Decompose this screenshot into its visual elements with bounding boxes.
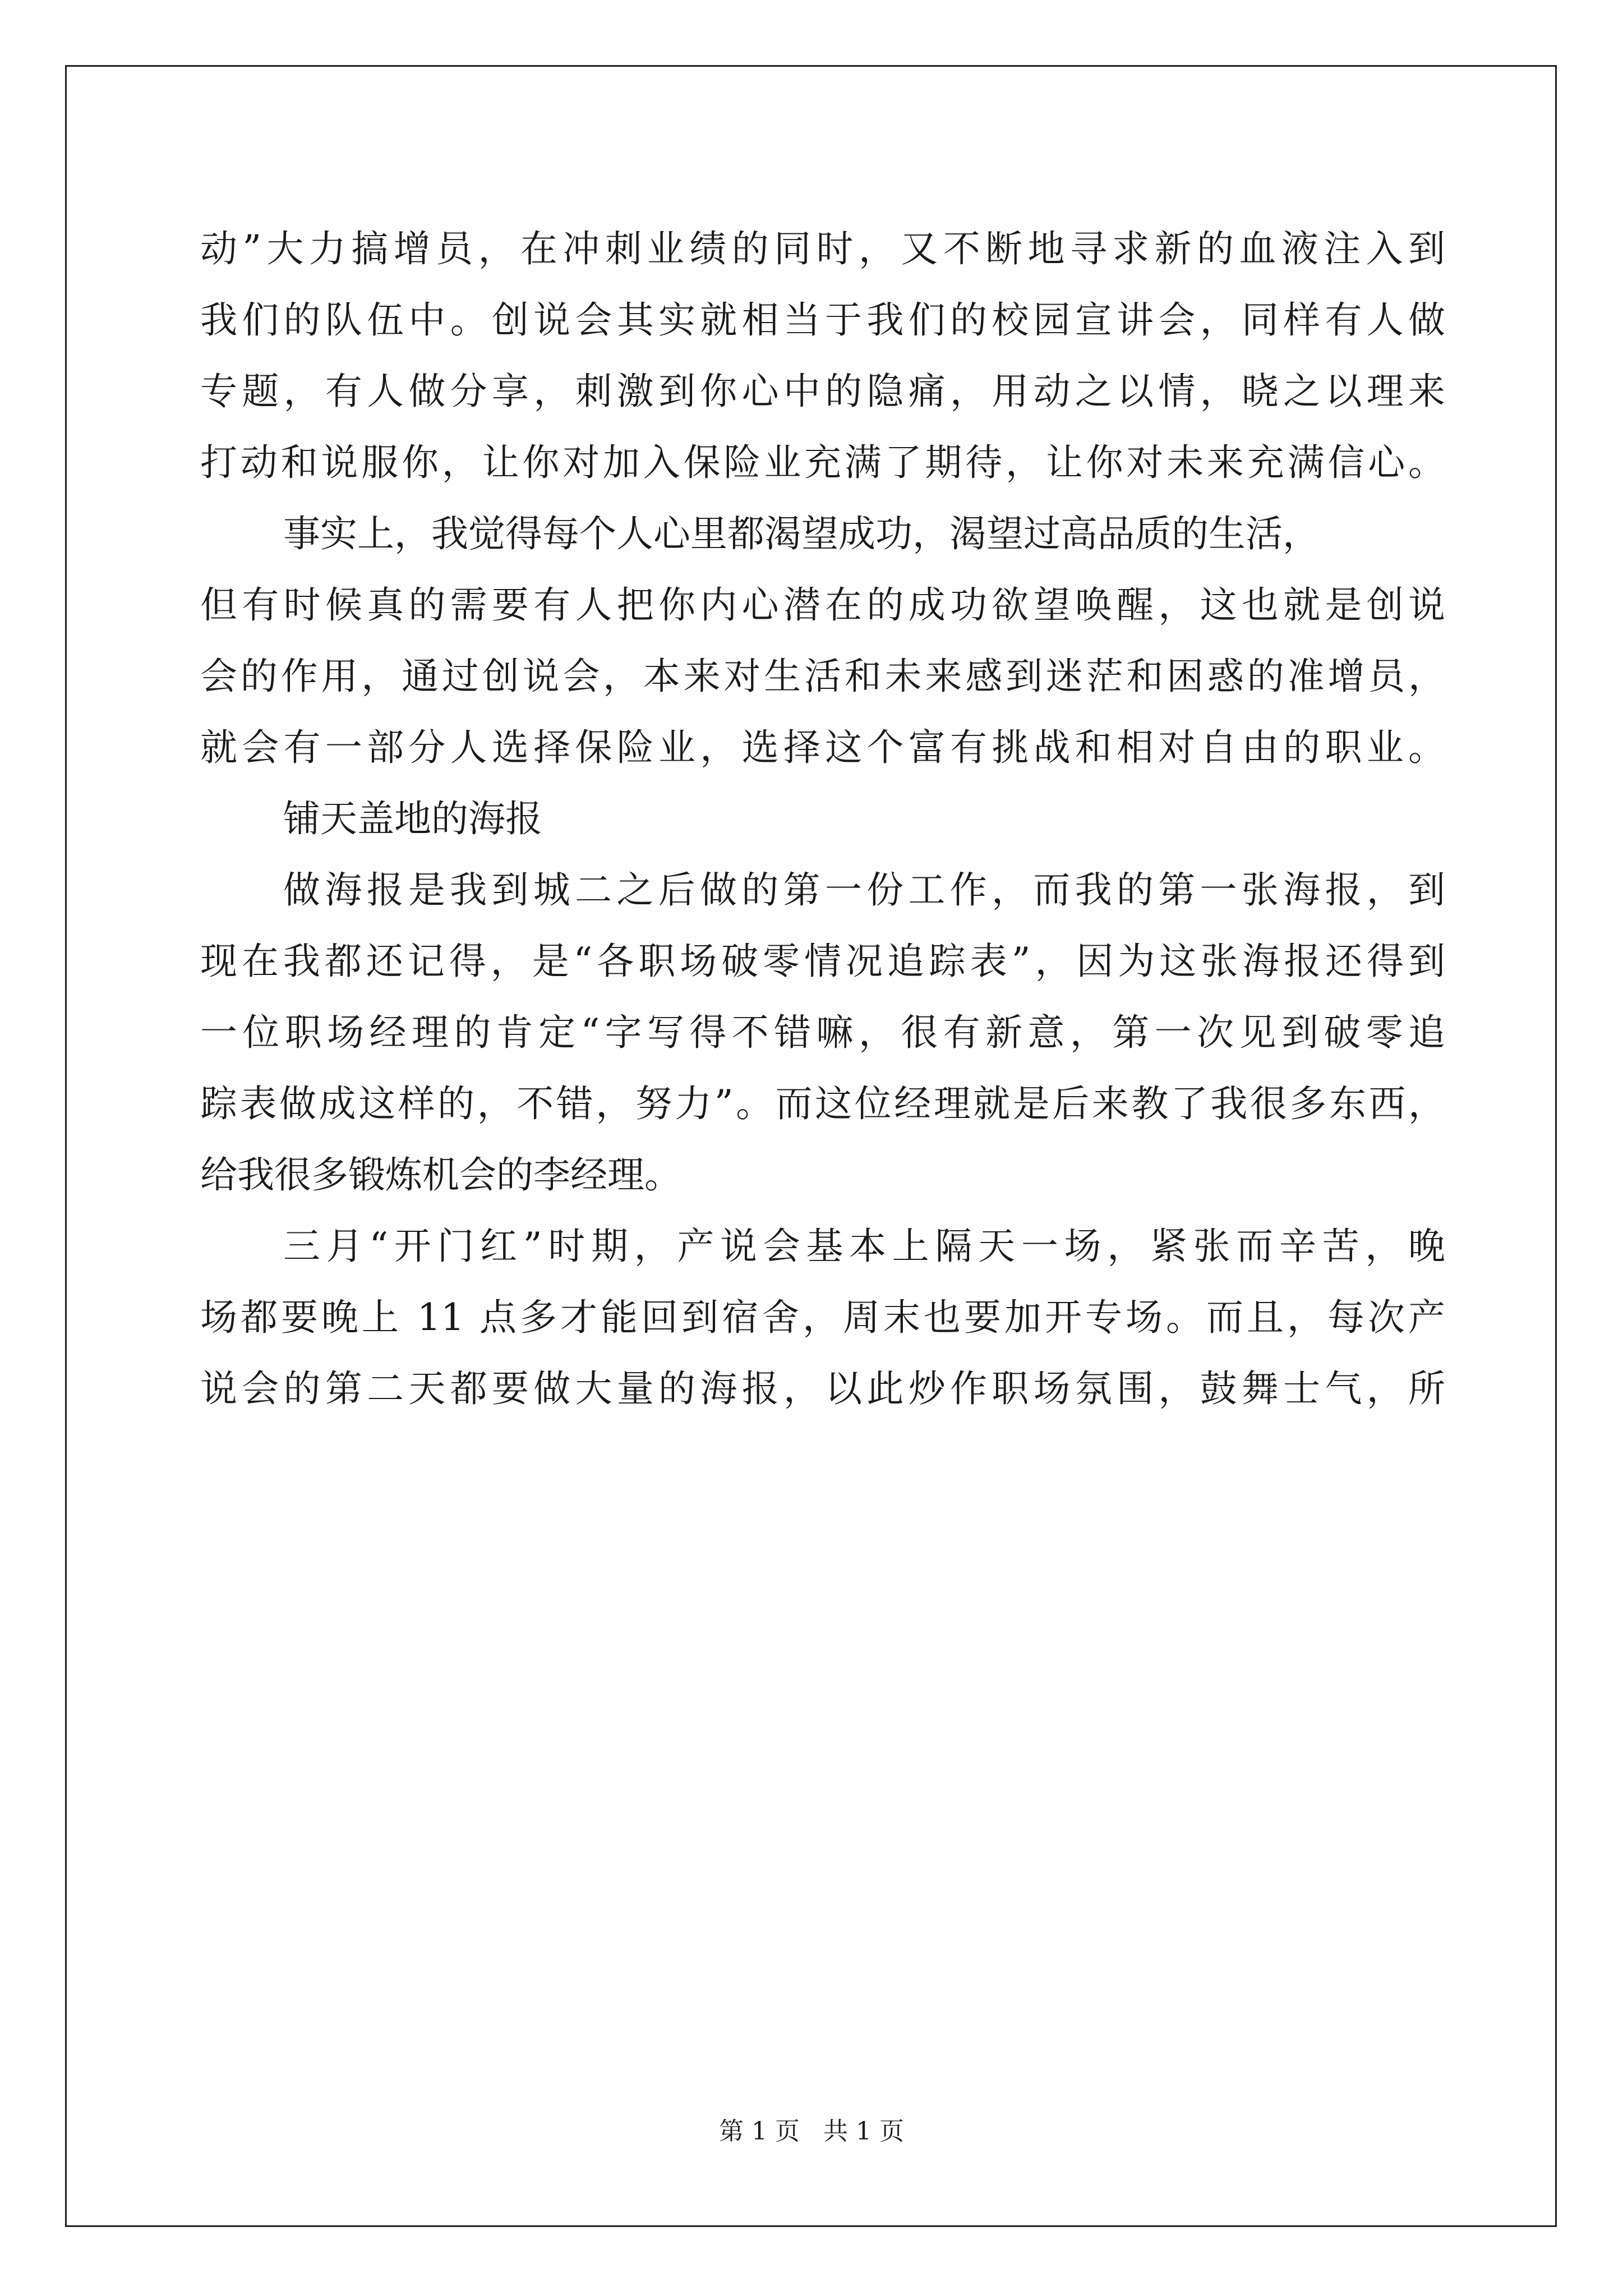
body-text-line: 动”大力搞增员，在冲刺业绩的同时，又不断地寻求新的血液注入到 xyxy=(200,227,1445,270)
body-text-line: 现在我都还记得，是“各职场破零情况追踪表”，因为这张海报还得到 xyxy=(200,940,1445,983)
body-text-line: 给我很多锻炼机会的李经理。 xyxy=(200,1153,681,1197)
body-text-line: 打动和说服你，让你对加入保险业充满了期待，让你对未来充满信心。 xyxy=(200,441,1445,484)
page-number: 第 1 页 xyxy=(719,2117,800,2146)
page-total: 共 1 页 xyxy=(823,2117,904,2146)
body-text-line: 但有时候真的需要有人把你内心潜在的成功欲望唤醒，这也就是创说 xyxy=(200,583,1445,627)
body-text-line: 场都要晚上 11 点多才能回到宿舍，周末也要加开专场。而且，每次产 xyxy=(200,1296,1445,1339)
body-text-line: 我们的队伍中。创说会其实就相当于我们的校园宣讲会，同样有人做 xyxy=(200,298,1445,342)
section-heading: 铺天盖地的海报 xyxy=(283,797,542,840)
body-text-line: 就会有一部分人选择保险业，选择这个富有挑战和相对自由的职业。 xyxy=(200,726,1445,769)
body-text-line: 一位职场经理的肯定“字写得不错嘛，很有新意，第一次见到破零追 xyxy=(200,1011,1445,1054)
body-text-line: 专题，有人做分享，刺激到你心中的隐痛，用动之以情，晓之以理来 xyxy=(200,370,1445,413)
page-footer xyxy=(0,2115,1623,2148)
body-text-line: 说会的第二天都要做大量的海报，以此炒作职场氛围，鼓舞士气，所 xyxy=(200,1367,1445,1410)
body-text-line: 会的作用，通过创说会，本来对生活和未来感到迷茫和困惑的准增员， xyxy=(200,655,1445,698)
body-text-line: 事实上，我觉得每个人心里都渴望成功，渴望过高品质的生活， xyxy=(283,512,1320,555)
document-body xyxy=(200,213,1445,1424)
body-text-line: 三月“开门红”时期，产说会基本上隔天一场，紧张而辛苦，晚 xyxy=(283,1225,1445,1268)
body-text-line: 做海报是我到城二之后做的第一份工作，而我的第一张海报，到 xyxy=(283,868,1445,912)
body-text-line: 踪表做成这样的，不错，努力”。而这位经理就是后来教了我很多东西， xyxy=(200,1082,1445,1125)
